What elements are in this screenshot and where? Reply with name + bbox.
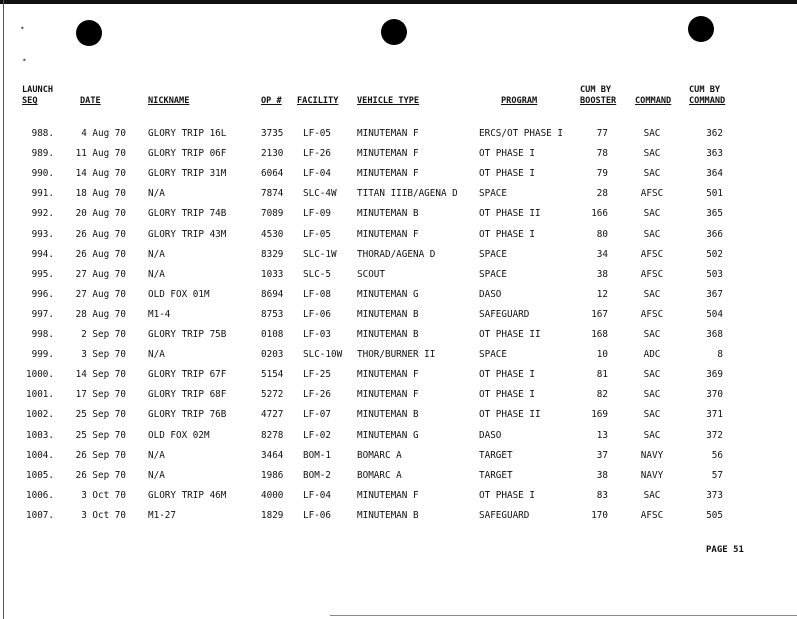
cell-op: 0108 (261, 329, 284, 340)
cell-vehicle-type: MINUTEMAN G (357, 429, 419, 441)
cell-program: SAFEGUARD (479, 308, 530, 320)
cell-launch-seq: 998. (31, 329, 54, 340)
cell-cum-booster: 81 (596, 369, 608, 381)
cell-launch-seq: 990. (31, 168, 54, 180)
cell-vehicle-type: TITAN IIIB/AGENA D (357, 188, 458, 200)
cell-cum-booster: 170 (591, 509, 608, 521)
cell-launch-seq: 1000. (26, 369, 54, 381)
cell-launch-seq: 1007. (26, 509, 54, 521)
cell-program: SAFEGUARD (479, 509, 530, 521)
cell-command: SAC (643, 489, 661, 501)
cell-program: SPACE (479, 248, 507, 260)
cell-command: SAC (643, 128, 661, 139)
cell-date: 26 Sep 70 (75, 469, 126, 481)
cell-nickname: N/A (148, 349, 165, 361)
header-command: COMMAND (635, 96, 672, 106)
scan-speck: • (22, 56, 27, 65)
cell-op: 1829 (261, 509, 284, 521)
cell-facility: SLC-5 (303, 268, 331, 280)
cell-cum-command: 8 (717, 349, 723, 361)
cell-cum-booster: 12 (596, 288, 608, 300)
cell-date: 26 Aug 70 (75, 248, 126, 260)
cell-cum-command: 364 (706, 168, 723, 180)
table-row (0, 348, 797, 362)
cell-program: OT PHASE II (479, 208, 541, 220)
cell-cum-booster: 37 (596, 449, 608, 461)
cell-cum-booster: 168 (591, 329, 608, 340)
cell-nickname: GLORY TRIP 46M (148, 489, 227, 501)
cell-vehicle-type: THORAD/AGENA D (357, 248, 436, 260)
cell-facility: LF-09 (303, 208, 331, 220)
table-row (0, 288, 797, 302)
cell-date: 20 Aug 70 (75, 208, 126, 220)
cell-program: OT PHASE II (479, 329, 541, 340)
cell-facility: LF-05 (303, 228, 331, 240)
cell-cum-command: 369 (706, 369, 723, 381)
cell-op: 8278 (261, 429, 284, 441)
cell-cum-command: 366 (706, 228, 723, 240)
cell-nickname: N/A (148, 268, 165, 280)
cell-cum-booster: 78 (596, 148, 608, 160)
cell-date: 25 Sep 70 (75, 429, 126, 441)
cell-command: SAC (643, 369, 661, 381)
cell-op: 3464 (261, 449, 284, 461)
cell-facility: LF-06 (303, 308, 331, 320)
cell-vehicle-type: MINUTEMAN B (357, 409, 419, 421)
table-row (0, 167, 797, 181)
cell-launch-seq: 1002. (26, 409, 54, 421)
cell-command: SAC (643, 429, 661, 441)
cell-launch-seq: 993. (31, 228, 54, 240)
cell-cum-booster: 82 (596, 389, 608, 401)
cell-vehicle-type: MINUTEMAN B (357, 329, 419, 340)
cell-launch-seq: 995. (31, 268, 54, 280)
cell-command: SAC (643, 409, 661, 421)
cell-program: OT PHASE I (479, 389, 535, 401)
cell-program: TARGET (479, 449, 513, 461)
cell-vehicle-type: MINUTEMAN F (357, 489, 419, 501)
cell-cum-command: 502 (706, 248, 723, 260)
table-row (0, 147, 797, 161)
cell-nickname: OLD FOX 01M (148, 288, 210, 300)
cell-command: SAC (643, 148, 661, 160)
cell-facility: LF-07 (303, 409, 331, 421)
cell-nickname: GLORY TRIP 74B (148, 208, 227, 220)
cell-vehicle-type: THOR/BURNER II (357, 349, 436, 361)
cell-date: 18 Aug 70 (75, 188, 126, 200)
cell-launch-seq: 1001. (26, 389, 54, 401)
cell-vehicle-type: SCOUT (357, 268, 385, 280)
cell-date: 3 Oct 70 (81, 509, 126, 521)
cell-vehicle-type: MINUTEMAN G (357, 288, 419, 300)
cell-op: 4000 (261, 489, 284, 501)
cell-op: 6064 (261, 168, 284, 180)
cell-program: OT PHASE I (479, 148, 535, 160)
cell-launch-seq: 989. (31, 148, 54, 160)
cell-launch-seq: 991. (31, 188, 54, 200)
cell-launch-seq: 1004. (26, 449, 54, 461)
table-row (0, 328, 797, 342)
cell-op: 3735 (261, 128, 284, 139)
cell-program: DASO (479, 288, 502, 300)
cell-facility: SLC-10W (303, 349, 343, 361)
cell-date: 25 Sep 70 (75, 409, 126, 421)
cell-cum-booster: 13 (596, 429, 608, 441)
cell-cum-booster: 79 (596, 168, 608, 180)
table-row (0, 429, 797, 443)
cell-command: SAC (643, 208, 661, 220)
cell-cum-command: 365 (706, 208, 723, 220)
cell-nickname: GLORY TRIP 67F (148, 369, 227, 381)
table-row (0, 509, 797, 523)
cell-command: NAVY (640, 469, 664, 481)
cell-op: 2130 (261, 148, 284, 160)
page-number: PAGE 51 (706, 545, 744, 555)
cell-date: 14 Aug 70 (75, 168, 126, 180)
cell-op: 8753 (261, 308, 284, 320)
cell-vehicle-type: MINUTEMAN F (357, 148, 419, 160)
cell-cum-command: 372 (706, 429, 723, 441)
cell-vehicle-type: BOMARC A (357, 469, 402, 481)
table-row (0, 248, 797, 262)
cell-cum-booster: 80 (596, 228, 608, 240)
cell-cum-command: 371 (706, 409, 723, 421)
cell-program: ERCS/OT PHASE I (479, 128, 563, 139)
cell-program: SPACE (479, 349, 507, 361)
cell-launch-seq: 1005. (26, 469, 54, 481)
cell-nickname: GLORY TRIP 31M (148, 168, 227, 180)
punch-hole-left (76, 20, 102, 46)
cell-cum-command: 56 (711, 449, 723, 461)
cell-cum-command: 503 (706, 268, 723, 280)
cell-launch-seq: 1003. (26, 429, 54, 441)
cell-cum-booster: 34 (596, 248, 608, 260)
cell-facility: LF-26 (303, 389, 331, 401)
cell-date: 3 Sep 70 (81, 349, 126, 361)
cell-cum-command: 505 (706, 509, 723, 521)
cell-op: 1986 (261, 469, 284, 481)
cell-cum-command: 373 (706, 489, 723, 501)
cell-facility: LF-05 (303, 128, 331, 139)
cell-launch-seq: 996. (31, 288, 54, 300)
cell-op: 1033 (261, 268, 284, 280)
cell-nickname: N/A (148, 449, 165, 461)
cell-command: AFSC (640, 509, 664, 521)
cell-command: AFSC (640, 268, 664, 280)
table-row (0, 449, 797, 463)
cell-program: OT PHASE I (479, 369, 535, 381)
table-row (0, 368, 797, 382)
cell-command: AFSC (640, 248, 664, 260)
cell-cum-booster: 28 (596, 188, 608, 200)
cell-date: 17 Sep 70 (75, 389, 126, 401)
cell-nickname: GLORY TRIP 76B (148, 409, 227, 421)
cell-facility: LF-02 (303, 429, 331, 441)
cell-cum-booster: 38 (596, 268, 608, 280)
cell-op: 5272 (261, 389, 284, 401)
cell-vehicle-type: MINUTEMAN F (357, 369, 419, 381)
cell-nickname: M1-4 (148, 308, 171, 320)
cell-command: SAC (643, 168, 661, 180)
cell-program: DASO (479, 429, 502, 441)
cell-vehicle-type: MINUTEMAN F (357, 128, 419, 139)
cell-program: OT PHASE I (479, 489, 535, 501)
cell-command: SAC (643, 389, 661, 401)
cell-date: 3 Oct 70 (81, 489, 126, 501)
cell-command: SAC (643, 228, 661, 240)
cell-launch-seq: 997. (31, 308, 54, 320)
cell-vehicle-type: MINUTEMAN B (357, 208, 419, 220)
cell-date: 4 Aug 70 (81, 128, 126, 139)
cell-command: SAC (643, 329, 661, 340)
cell-facility: LF-04 (303, 168, 331, 180)
cell-facility: LF-03 (303, 329, 331, 340)
cell-vehicle-type: MINUTEMAN F (357, 228, 419, 240)
cell-vehicle-type: MINUTEMAN F (357, 168, 419, 180)
cell-facility: SLC-4W (303, 188, 337, 200)
punch-hole-center (381, 19, 407, 45)
cell-cum-booster: 167 (591, 308, 608, 320)
cell-facility: LF-25 (303, 369, 331, 381)
table-row (0, 228, 797, 242)
cell-command: AFSC (640, 188, 664, 200)
table-row (0, 268, 797, 282)
cell-date: 14 Sep 70 (75, 369, 126, 381)
cell-op: 7874 (261, 188, 284, 200)
table-row (0, 308, 797, 322)
cell-vehicle-type: MINUTEMAN F (357, 389, 419, 401)
cell-cum-command: 367 (706, 288, 723, 300)
cell-vehicle-type: MINUTEMAN B (357, 308, 419, 320)
cell-launch-seq: 992. (31, 208, 54, 220)
cell-command: ADC (643, 349, 661, 361)
header-op: OP # (261, 96, 282, 106)
cell-nickname: GLORY TRIP 16L (148, 128, 227, 139)
cell-facility: BOM-2 (303, 469, 331, 481)
cell-program: OT PHASE I (479, 228, 535, 240)
cell-launch-seq: 994. (31, 248, 54, 260)
cell-op: 7089 (261, 208, 284, 220)
cell-program: SPACE (479, 268, 507, 280)
cell-op: 4727 (261, 409, 284, 421)
header-cum-command: CUM BY COMMAND (689, 85, 726, 106)
header-program: PROGRAM (501, 96, 538, 106)
cell-cum-command: 504 (706, 308, 723, 320)
cell-cum-booster: 10 (596, 349, 608, 361)
cell-nickname: GLORY TRIP 06F (148, 148, 227, 160)
cell-facility: LF-08 (303, 288, 331, 300)
cell-cum-command: 363 (706, 148, 723, 160)
cell-date: 27 Aug 70 (75, 268, 126, 280)
cell-cum-command: 501 (706, 188, 723, 200)
header-launch-seq: LAUNCH SEQ (22, 85, 54, 106)
table-row (0, 388, 797, 402)
header-facility: FACILITY (297, 96, 339, 106)
scan-speck: • (20, 24, 25, 33)
cell-command: SAC (643, 288, 661, 300)
cell-date: 26 Aug 70 (75, 228, 126, 240)
cell-nickname: N/A (148, 469, 165, 481)
cell-command: AFSC (640, 308, 664, 320)
cell-op: 8329 (261, 248, 284, 260)
cell-cum-booster: 83 (596, 489, 608, 501)
cell-facility: SLC-1W (303, 248, 337, 260)
cell-date: 27 Aug 70 (75, 288, 126, 300)
cell-program: TARGET (479, 469, 513, 481)
table-row (0, 469, 797, 483)
cell-date: 26 Sep 70 (75, 449, 126, 461)
cell-nickname: GLORY TRIP 68F (148, 389, 227, 401)
table-row (0, 489, 797, 503)
cell-command: NAVY (640, 449, 664, 461)
cell-program: OT PHASE II (479, 409, 541, 421)
cell-op: 8694 (261, 288, 284, 300)
cell-date: 2 Sep 70 (81, 329, 126, 340)
cell-date: 11 Aug 70 (75, 148, 126, 160)
cell-cum-command: 368 (706, 329, 723, 340)
cell-nickname: N/A (148, 188, 165, 200)
cell-launch-seq: 1006. (26, 489, 54, 501)
cell-nickname: OLD FOX 02M (148, 429, 210, 441)
punch-hole-right (688, 16, 714, 42)
header-date: DATE (80, 96, 101, 106)
cell-vehicle-type: BOMARC A (357, 449, 402, 461)
cell-launch-seq: 988. (31, 128, 54, 139)
cell-op: 4530 (261, 228, 284, 240)
cell-facility: LF-04 (303, 489, 331, 501)
cell-nickname: N/A (148, 248, 165, 260)
header-nickname: NICKNAME (148, 96, 190, 106)
cell-nickname: GLORY TRIP 43M (148, 228, 227, 240)
table-row (0, 187, 797, 201)
table-row (0, 408, 797, 422)
cell-nickname: M1-27 (148, 509, 176, 521)
cell-date: 28 Aug 70 (75, 308, 126, 320)
table-row (0, 207, 797, 221)
cell-op: 0203 (261, 349, 284, 361)
cell-facility: BOM-1 (303, 449, 331, 461)
bottom-border (330, 615, 797, 616)
header-cum-booster: CUM BY BOOSTER (580, 85, 617, 106)
cell-cum-booster: 77 (596, 128, 608, 139)
cell-program: SPACE (479, 188, 507, 200)
cell-cum-command: 370 (706, 389, 723, 401)
cell-op: 5154 (261, 369, 284, 381)
cell-facility: LF-06 (303, 509, 331, 521)
cell-cum-booster: 166 (591, 208, 608, 220)
cell-nickname: GLORY TRIP 75B (148, 329, 227, 340)
cell-facility: LF-26 (303, 148, 331, 160)
cell-vehicle-type: MINUTEMAN B (357, 509, 419, 521)
cell-cum-booster: 169 (591, 409, 608, 421)
cell-cum-command: 57 (711, 469, 723, 481)
table-row (0, 127, 797, 141)
cell-cum-booster: 38 (596, 469, 608, 481)
top-border (0, 0, 797, 4)
header-vehicle-type: VEHICLE TYPE (357, 96, 420, 106)
cell-launch-seq: 999. (31, 349, 54, 361)
cell-program: OT PHASE I (479, 168, 535, 180)
cell-cum-command: 362 (706, 128, 723, 139)
